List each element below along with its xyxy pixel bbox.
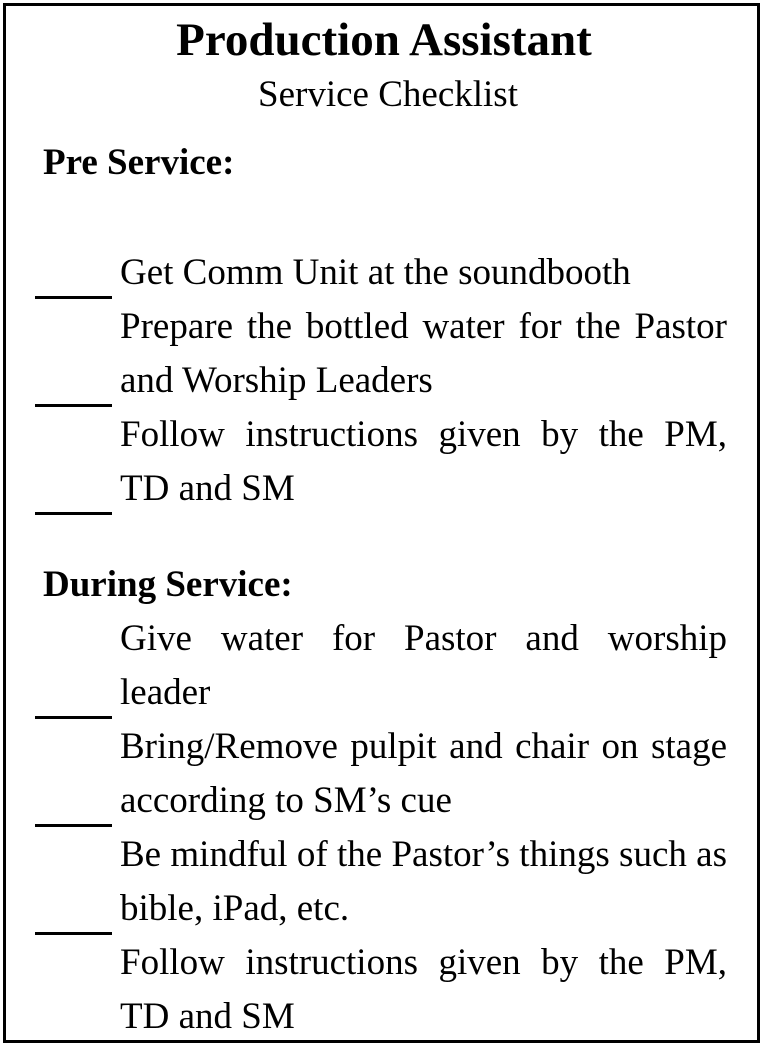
checklist-item <box>0 612 768 719</box>
page-subtitle: Service Checklist <box>258 74 518 115</box>
checkbox-blank-line[interactable] <box>35 932 112 935</box>
section-heading-during-service: During Service: <box>43 564 293 605</box>
checklist-item <box>0 300 768 407</box>
checkbox-blank-line[interactable] <box>35 512 112 515</box>
checkbox-blank-line[interactable] <box>35 404 112 407</box>
checklist-item-text: Get Comm Unit at the soundbooth <box>120 252 631 293</box>
checklist-item <box>0 936 768 1043</box>
checklist-item-text: Follow instructions given by the PM, TD and SM <box>120 414 727 509</box>
checklist-item <box>0 720 768 827</box>
checklist-item <box>0 828 768 935</box>
checklist-item-text: Prepare the bottled water for the Pastor and Worship Leaders <box>120 306 727 401</box>
checklist-item-text: Be mindful of the Pastor’s things such as bible, iPad, etc. <box>120 834 727 929</box>
checkbox-blank-line[interactable] <box>35 824 112 827</box>
checkbox-blank-line[interactable] <box>35 1040 112 1043</box>
checklist-item <box>0 246 768 299</box>
checklist-item-text: Bring/Remove pulpit and chair on stage according to SM’s cue <box>120 726 727 821</box>
page-title: Production Assistant <box>176 14 592 66</box>
checkbox-blank-line[interactable] <box>35 716 112 719</box>
checklist-item-text: Follow instructions given by the PM, TD and SM <box>120 942 727 1037</box>
checklist-item-text: Give water for Pastor and worship leader <box>120 618 727 713</box>
checklist-item <box>0 408 768 515</box>
section-heading-pre-service: Pre Service: <box>43 142 235 183</box>
checkbox-blank-line[interactable] <box>35 296 112 299</box>
